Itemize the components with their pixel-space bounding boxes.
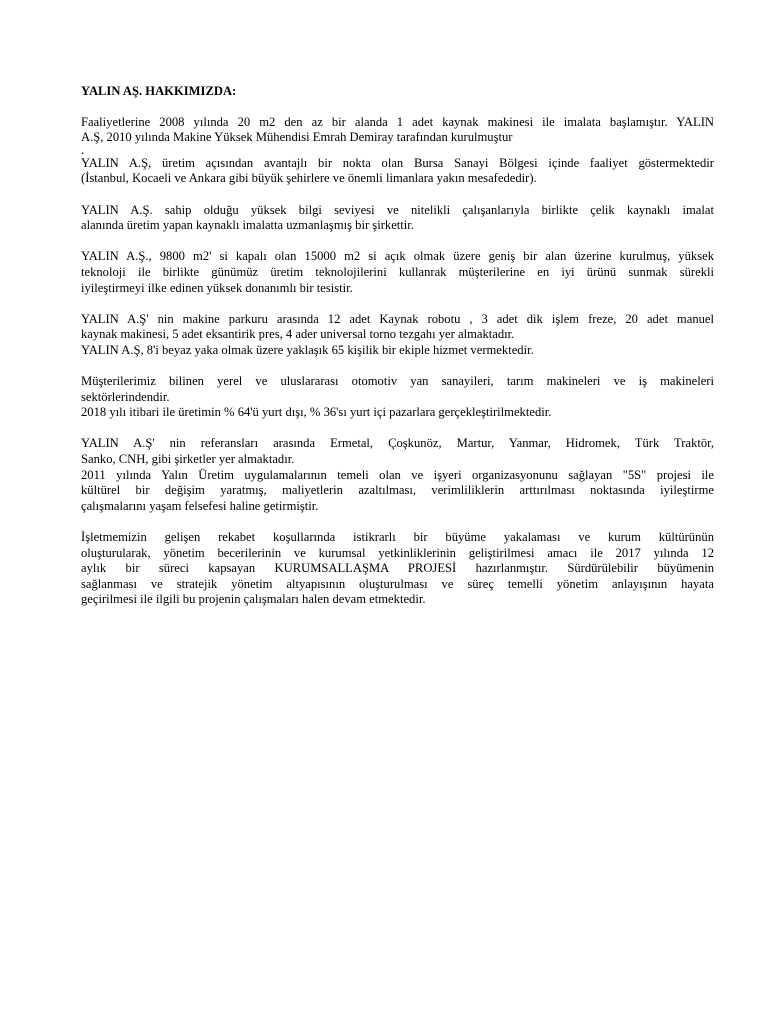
text-line: iyileştirmeyi ilke edinen yüksek donanımlı bir tesistir. xyxy=(81,280,353,295)
text-line: kaynak makinesi, 5 adet eksantirik pres, 4 ader universal torno tezgahı yer almaktadır. xyxy=(81,327,515,342)
text-line: Müşterilerimiz bilinen yerel ve uluslararası otomotiv yan sanayileri, tarım makineleri ve iş makineleri xyxy=(81,374,714,389)
text-line: Sanko, CNH, gibi şirketler yer almaktadır. xyxy=(81,452,295,467)
text-line: Faaliyetlerine 2008 yılında 20 m2 den az bir alanda 1 adet kaynak makinesi ile imalata başlamıştır. YALIN xyxy=(81,114,714,129)
text-line: YALIN A.Ş, üretim açısından avantajlı bir nokta olan Bursa Sanayi Bölgesi içinde faaliyet göstermektedir xyxy=(81,155,714,170)
paragraph-location xyxy=(81,156,714,187)
paragraph-founding xyxy=(81,115,714,156)
text-line: YALIN A.Ş' nin makine parkuru arasında 12 adet Kaynak robotu , 3 adet dik işlem freze, 20 adet manuel xyxy=(81,311,714,326)
page-title: YALIN AŞ. HAKKIMIZDA: xyxy=(81,84,237,98)
text-line: sağlanması ve stratejik yönetim altyapısının oluşturulması ve süreç temelli yönetim anlayışının hayata xyxy=(81,576,714,591)
text-line: teknoloji ile birlikte günümüz üretim teknolojilerini kullanrak müşterilerine en iyi ürünü sunmak sürekli xyxy=(81,264,714,279)
paragraph-references xyxy=(81,436,714,514)
text-line: aylık bir süreci kapsayan KURUMSALLAŞMA PROJESİ hazırlanmıştır. Sürdürülebilir büyümenin xyxy=(81,561,714,576)
text-line: YALIN A.Ş, 8'i beyaz yaka olmak üzere yaklaşık 65 kişilik bir ekiple hizmet vermektedir. xyxy=(81,342,534,357)
text-line: . xyxy=(81,142,85,157)
text-line: YALIN A.Ş' nin referansları arasında Ermetal, Çoşkunöz, Martur, Yanmar, Hidromek, Türk Traktör, xyxy=(81,436,714,451)
text-line: çalışmalarını yaşam felsefesi haline getirmiştir. xyxy=(81,498,319,513)
paragraph-facility xyxy=(81,249,714,296)
text-line: geçirilmesi ile ilgili bu projenin çalışmaları halen devam etmektedir. xyxy=(81,592,426,607)
text-line: 2018 yılı itibari ile üretimin % 64'ü yurt dışı, % 36'sı yurt içi pazarlara gerçekleştirilmektedir. xyxy=(81,405,552,420)
text-line: 2011 yılında Yalın Üretim uygulamalarının temeli olan ve işyeri organizasyonunu sağlayan "5S" projesi ile xyxy=(81,467,714,482)
paragraph-machinery xyxy=(81,312,714,359)
paragraph-customers xyxy=(81,374,714,421)
text-line: İşletmemizin gelişen rekabet koşullarında istikrarlı bir büyüme yakalaması ve kurum kültürünün xyxy=(81,530,714,545)
text-line: A.Ş, 2010 yılında Makine Yüksek Mühendisi Emrah Demiray tarafından kurulmuştur xyxy=(81,130,513,145)
text-line: YALIN A.Ş. sahip olduğu yüksek bilgi seviyesi ve nitelikli çalışanlarıyla birlikte çelik kaynaklı imalat xyxy=(81,202,714,217)
text-line: oluşturularak, yönetim becerilerinin ve kurumsal yetkinliklerinin geliştirilmesi amacı ile 2017 yılında 12 xyxy=(81,545,714,560)
paragraph-expertise xyxy=(81,203,714,234)
document-page xyxy=(81,84,714,608)
text-line: sektörlerindendir. xyxy=(81,389,170,404)
text-line: (İstanbul, Kocaeli ve Ankara gibi büyük şehirlere ve önemli limanlara yakın mesafededir). xyxy=(81,171,537,186)
text-line: alanında üretim yapan kaynaklı imalatta uzmanlaşmış bir şirkettir. xyxy=(81,218,414,233)
text-line: kültürel bir değişim yaratmış, maliyetlerin azaltılması, verimliliklerin arttırılması noktasında iyileştirme xyxy=(81,483,714,498)
paragraph-institutionalization xyxy=(81,530,714,608)
text-line: YALIN A.Ş., 9800 m2' si kapalı olan 15000 m2 si açık olmak üzere geniş bir alan üzerine kurulmuş, yüksek xyxy=(81,249,714,264)
